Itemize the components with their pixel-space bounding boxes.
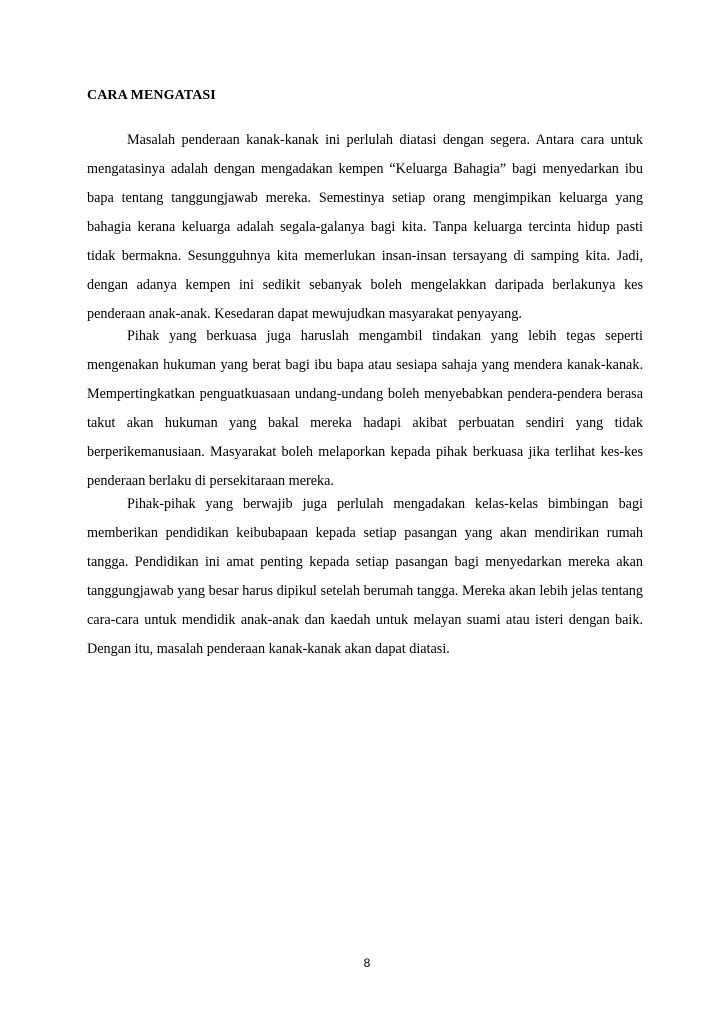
section-heading: CARA MENGATASI	[87, 88, 216, 103]
page-number: 8	[363, 956, 371, 970]
paragraph-kelas-bimbingan: Pihak-pihak yang berwajib juga perlulah mengadakan kelas-kelas bimbingan bagi memberikan pendidikan keibubapaan kepada setiap pasangan yang akan mendirikan rumah tangga. Pendidikan ini amat penting kepada setiap pasangan bagi menyedarkan mereka akan tanggungjawab yang besar harus dipikul setelah berumah tangga. Mereka akan lebih jelas tentang cara-cara untuk mendidik anak-anak dan kaedah untuk melayan suami atau isteri dengan baik. Dengan itu, masalah penderaan kanak-kanak akan dapat diatasi.	[87, 496, 643, 657]
paragraph-tindakan-tegas: Pihak yang berkuasa juga haruslah mengambil tindakan yang lebih tegas seperti mengenakan hukuman yang berat bagi ibu bapa atau sesiapa sahaja yang mendera kanak-kanak. Mempertingkatkan penguatkuasaan undang-undang boleh menyebabkan pendera-pendera berasa takut akan hukuman yang bakal mereka hadapi akibat perbuatan sendiri yang tidak berperikemanusiaan. Masyarakat boleh melaporkan kepada pihak berkuasa jika terlihat kes-kes penderaan berlaku di persekitaraan mereka.	[87, 328, 643, 489]
paragraph-kempen: Masalah penderaan kanak-kanak ini perlulah diatasi dengan segera. Antara cara untuk mengatasinya adalah dengan mengadakan kempen “Keluarga Bahagia” bagi menyedarkan ibu bapa tentang tanggungjawab mereka. Semestinya setiap orang mengimpikan keluarga yang bahagia kerana keluarga adalah segala-galanya bagi kita. Tanpa keluarga tercinta hidup pasti tidak bermakna. Sesungguhnya kita memerlukan insan-insan tersayang di samping kita. Jadi, dengan adanya kempen ini sedikit sebanyak boleh mengelakkan daripada berlakunya kes penderaan anak-anak. Kesedaran dapat mewujudkan masyarakat penyayang.	[87, 132, 643, 322]
